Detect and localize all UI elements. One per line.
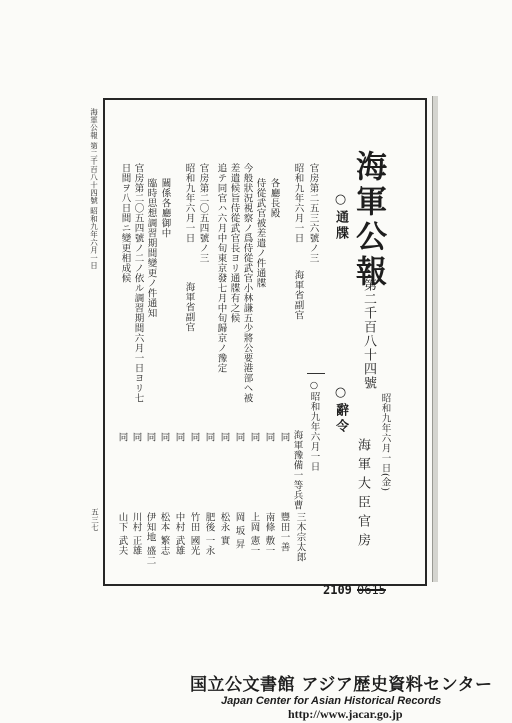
notice-number: 官房第二五三六號ノ三 [307,163,319,263]
notice-body-line: 差遣候旨侍從武官長ヨリ通牒有之候 [228,163,240,323]
notice-issuer: 海軍省副官 [292,270,304,320]
ditto-mark: 同 [248,432,260,442]
notice-body-line: 追テ同官ハ六月中旬東京發七月中旬歸京ノ豫定 [215,163,227,373]
notice-body-line: 今般狀況視察ノ爲侍從武官小林謙五少將公要港部ヘ被 [241,163,253,403]
ditto-mark: 同 [218,432,230,442]
ditto-mark: 同 [116,432,128,442]
notice-date: 昭和九年六月一日 [292,163,304,243]
appointment-name: 南條 敷一 [263,512,275,556]
appointment-date: ○昭和九年六月一日 [308,380,320,472]
ditto-mark: 同 [144,432,156,442]
appointment-name: 松永 實 [218,512,230,546]
issuing-office: 海軍大臣官房 [355,438,370,552]
notice-subject: 侍從武官被差遣ノ件通牒 [254,178,266,288]
issue-number: 第二千百八十四號 [361,278,376,390]
ditto-mark: 同 [188,432,200,442]
appointment-name: 豐田一善 [278,512,290,552]
ditto-mark: 同 [233,432,245,442]
ditto-mark: 同 [263,432,275,442]
appointment-name: 三木宗太郎 [294,512,306,562]
notice-addressee: 關係各廳御中 [159,178,171,238]
appointment-name: 山下 武夫 [116,512,128,556]
appointment-name: 松本 繁志 [158,512,170,556]
gazette-title: 海軍公報 [350,150,386,290]
circulars-heading: ○通牒 [333,192,348,242]
archive-name-en: Japan Center for Asian Historical Records [221,695,442,707]
notice-body-line: 官房第二〇五四號ノ二ノ依ル調習期間六月一日ヨリ七 [132,163,144,403]
struck-number: 0615 [357,583,386,597]
archive-url[interactable]: http://www.jacar.go.jp [288,707,403,721]
notice-issuer: 海軍省副官 [183,282,195,332]
notice-body-line: 日間ヲ八日間ニ變更相成候 [119,163,131,283]
appointment-name: 上岡 憲一 [248,512,260,556]
archive-name-jp: 国立公文書館 アジア歴史資料センター [190,675,493,695]
notice-subject: 臨時思想調習期間變更ノ件通知 [145,178,157,318]
page-number: 五三七 [90,508,100,532]
ditto-mark: 同 [130,432,142,442]
notice-addressee: 各廳長殿 [268,178,280,218]
appointment-name: 中村 武雄 [173,512,185,556]
notice-date: 昭和九年六月一日 [183,163,195,243]
stamped-number: 2109 [323,583,352,597]
appointment-name: 岡 坂 昇 [233,512,245,550]
ditto-mark: 同 [158,432,170,442]
notice-number: 官房第二〇五四號ノ三 [197,163,209,263]
margin-header: 海軍公報 第二千百八十四號 昭和九年六月一日 [89,108,99,270]
appointment-name: 川村 正雄 [130,512,142,556]
appointment-name: 伊知地 盛二 [144,512,156,566]
appointment-name: 竹田 國光 [188,512,200,556]
appointment-rank: 海軍豫備一等兵曹 [291,430,303,510]
binding-strip [432,96,438,582]
archive-footer [190,670,502,722]
nomination-heading: ○辭令 [333,385,348,435]
ditto-mark: 同 [203,432,215,442]
issue-date: 昭和九年六月一日(金) [379,393,391,492]
appointment-name: 肥後 一永 [203,512,215,556]
masthead-divider [307,373,325,374]
ditto-mark: 同 [278,432,290,442]
ditto-mark: 同 [173,432,185,442]
